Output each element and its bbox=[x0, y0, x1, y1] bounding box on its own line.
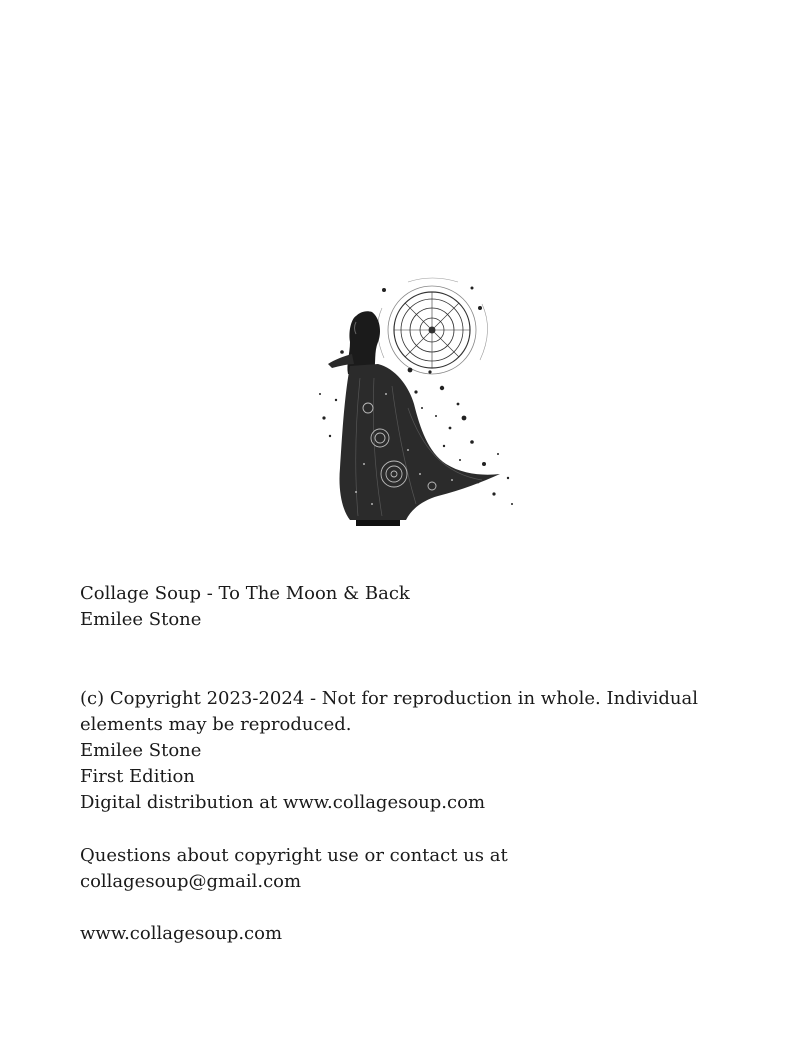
website-url: www.collagesoup.com bbox=[80, 923, 283, 944]
copyright-author: Emilee Stone bbox=[80, 740, 202, 761]
book-author: Emilee Stone bbox=[80, 609, 202, 630]
copyright-block bbox=[80, 686, 720, 816]
contact-email: collagesoup@gmail.com bbox=[80, 871, 302, 892]
copyright-notice-line-2: elements may be reproduced. bbox=[80, 714, 352, 735]
celestial-wheel bbox=[377, 278, 487, 374]
website-block bbox=[80, 921, 720, 947]
contact-prompt: Questions about copyright use or contact us at bbox=[80, 845, 508, 866]
book-title: Collage Soup - To The Moon & Back bbox=[80, 583, 410, 604]
illustration-svg bbox=[312, 268, 524, 530]
celestial-woman-illustration bbox=[312, 268, 524, 530]
edition-label: First Edition bbox=[80, 766, 195, 787]
distribution-note: Digital distribution at www.collagesoup.com bbox=[80, 792, 486, 813]
copyright-notice-line-1: (c) Copyright 2023-2024 - Not for reproduction in whole. Individual bbox=[80, 688, 699, 709]
contact-block bbox=[80, 843, 720, 895]
title-block bbox=[80, 581, 720, 633]
